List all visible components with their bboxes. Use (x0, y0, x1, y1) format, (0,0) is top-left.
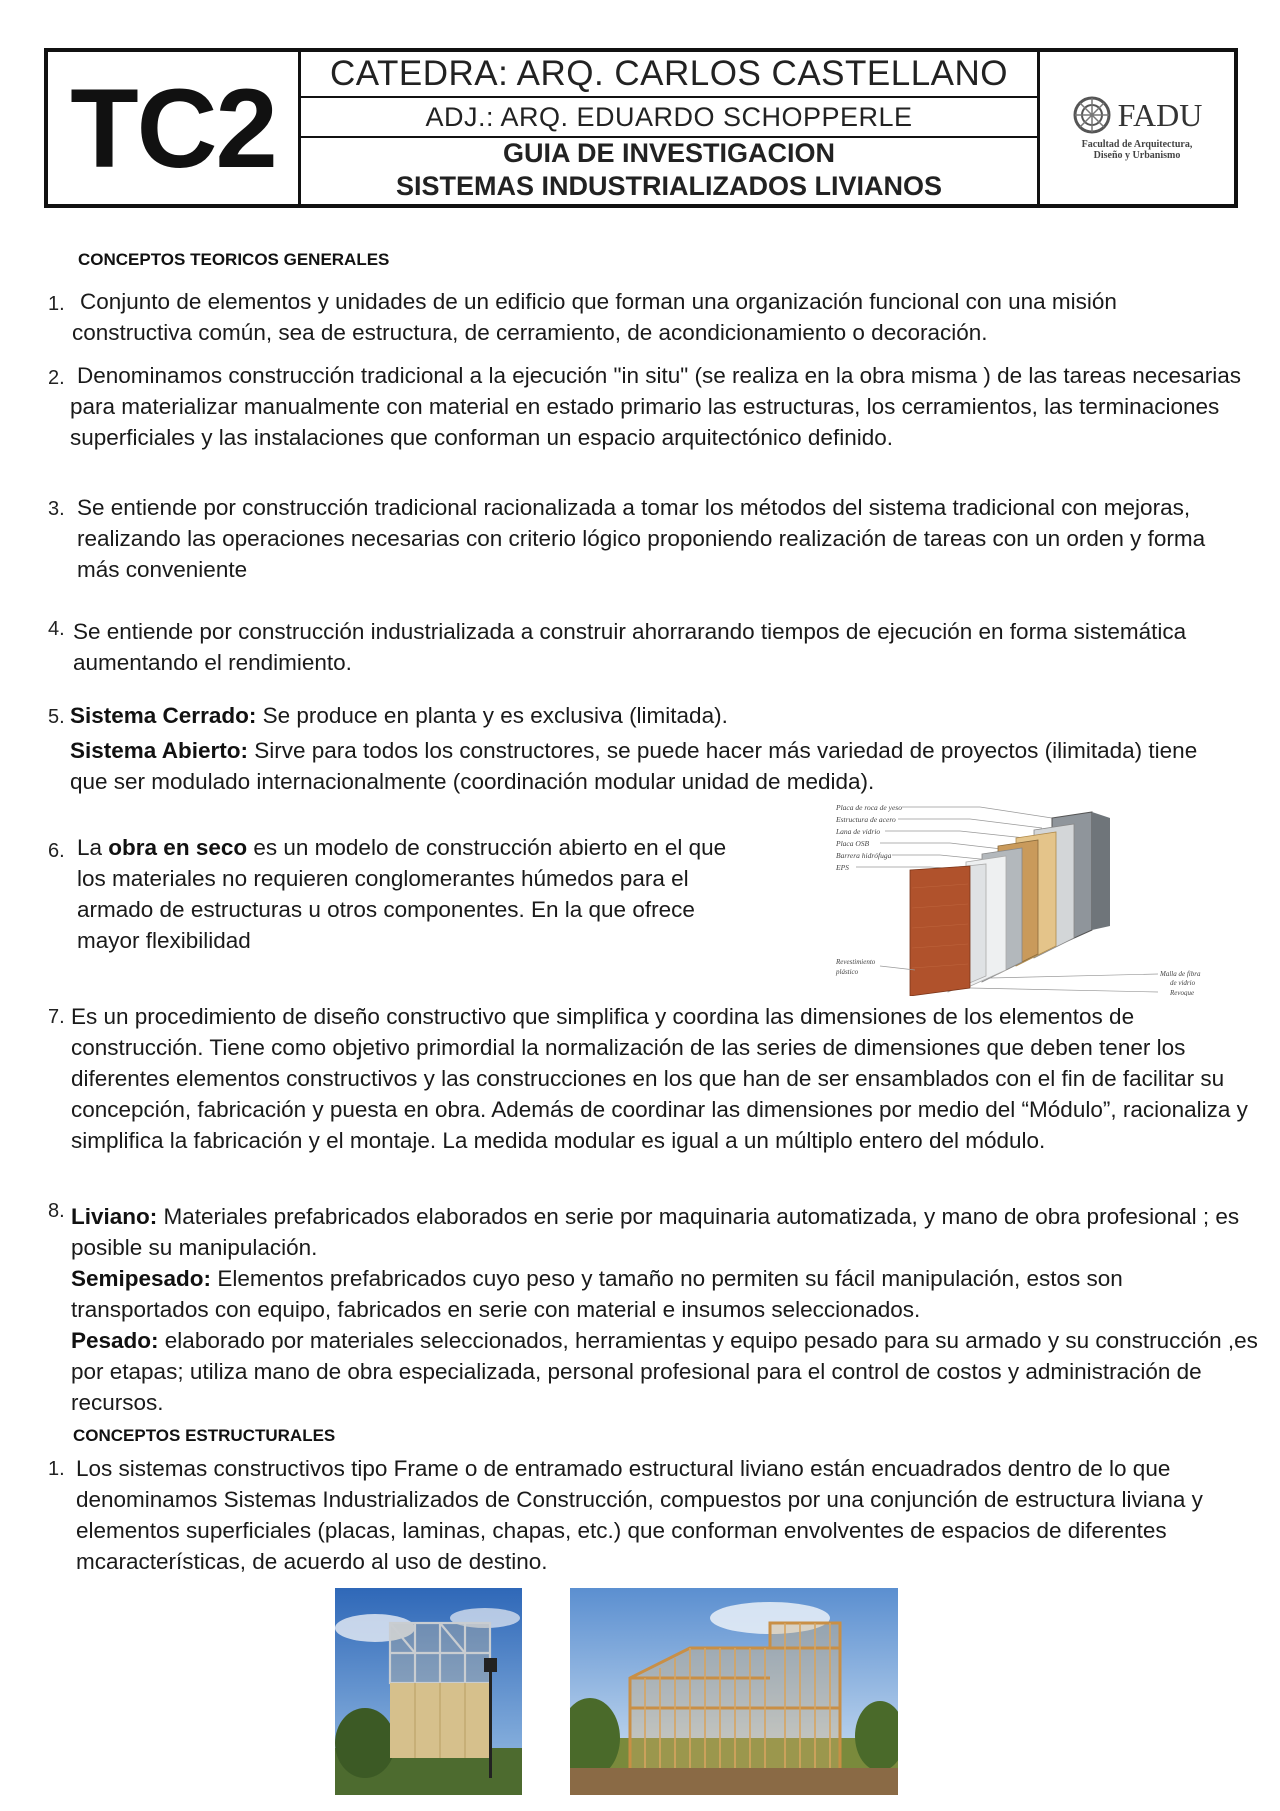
item-text-7: Es un procedimiento de diseño constructivo que simplifica y coordina las dimensiones de los elementos de construcción. Tiene como objetivo primordial la normalización de las series de dimensiones que deben tener los diferentes elementos constructivos y las construcciones en los que han de ser ensamblados con el fin de facilitar su concepción, fabricación y puesta en obra. Además de coordinar las dimensiones por medio del “Módulo”, racionaliza y simplifica la fabricación y el montaje. La medida modular es igual a un múltiplo entero del módulo. (71, 1004, 1248, 1153)
sistema-cerrado-text: Se produce en planta y es exclusiva (limitada). (262, 703, 728, 728)
item-text-2: Denominamos construcción tradicional a la ejecución "in situ" (se realiza en la obra misma ) de las tareas necesarias para materializar manualmente con material en estado primario las estructuras, los cerramientos, las terminaciones superficiales y las instalaciones que conforman un espacio arquitectónico definido. (70, 363, 1242, 450)
item-text-3: Se entiende por construcción tradicional racionalizada a tomar los métodos del sistema tradicional con mejoras, realizando las operaciones necesarias con criterio lógico proponiendo realización de tareas con un orden y forma más conveniente (77, 495, 1206, 582)
liviano-label: Liviano: (71, 1204, 158, 1229)
header-info (301, 52, 1040, 204)
figure-label: Placa de roca de yeso (836, 803, 902, 812)
figure-label: Malla de fibra (1160, 970, 1201, 978)
logo-name: FADU (1117, 96, 1203, 133)
tema-line: SISTEMAS INDUSTRIALIZADOS LIVIANOS (395, 170, 943, 201)
wood-frame-house-photo (570, 1588, 898, 1795)
header-box (44, 48, 1238, 208)
item-number: 3. (48, 498, 65, 520)
liviano-text: Materiales prefabricados elaborados en serie por maquinaria automatizada, y mano de obra profesional ; es posible su manipulación. (71, 1204, 1240, 1260)
item-number: 1. (48, 1458, 65, 1480)
section-title-estructurales: CONCEPTOS ESTRUCTURALES (73, 1426, 336, 1445)
fadu-logo (1040, 52, 1234, 204)
fadu-emblem-icon (1072, 95, 1112, 135)
pesado-text: elaborado por materiales seleccionados, herramientas y equipo pesado para su armado y su construcción ,es por etapas; utiliza mano de obra especializada, personal profesional para el control de costos y administración de recursos. (71, 1328, 1258, 1415)
guia-line: GUIA DE INVESTIGACION (502, 137, 836, 168)
figure-label: plástico (836, 968, 859, 976)
obra-en-seco-term: obra en seco (108, 835, 248, 860)
sistema-abierto-label: Sistema Abierto: (70, 738, 248, 763)
steel-frame-house-photo (335, 1588, 522, 1795)
wall-layers-diagram (820, 798, 1225, 996)
figure-label: Barrera hidrófuga (836, 851, 892, 860)
sistema-cerrado-label: Sistema Cerrado: (70, 703, 257, 728)
semipesado-text: Elementos prefabricados cuyo peso y tamaño no permiten su fácil manipulación, estos son transportados con equipo, fabricados en serie con material e insumos seleccionados. (71, 1266, 1123, 1322)
item-text-8 (71, 1201, 1261, 1418)
item-number: 6. (48, 840, 65, 862)
figure-label: EPS (836, 863, 849, 872)
item-text-4: Se entiende por construcción industrializada a construir ahorrarando tiempos de ejecución en forma sistemática aumentando el rendimiento. (73, 619, 1187, 675)
item-text-5 (70, 700, 1240, 797)
adjunto-line: ADJ.: ARQ. EDUARDO SCHOPPERLE (301, 98, 1037, 138)
figure-label: Placa OSB (836, 839, 870, 848)
course-code: TC2 (48, 52, 301, 204)
item-number: 7. (48, 1006, 65, 1028)
item-number: 5. (48, 706, 65, 728)
section-title-teoricos: CONCEPTOS TEORICOS GENERALES (78, 250, 390, 269)
item-text-6: La obra en seco es un modelo de construcción abierto en el que los materiales no requieren conglomerantes húmedos para el armado de estructuras u otros componentes. En la que ofrece mayor flexibilidad (77, 835, 727, 953)
item-number: 1. (48, 293, 65, 315)
semipesado-label: Semipesado: (71, 1266, 212, 1291)
sistema-abierto-text: Sirve para todos los constructores, se puede hacer más variedad de proyectos (ilimitada) tiene que ser modulado internacionalmente (coordinación modular unidad de medida). (70, 738, 1198, 794)
item-number: 2. (48, 367, 65, 389)
pesado-label: Pesado: (71, 1328, 159, 1353)
figure-label: Estructura de acero (836, 815, 896, 824)
figure-label: Lana de vidrio (836, 827, 881, 836)
logo-subtitle: Facultad de Arquitectura, Diseño y Urbanismo (1081, 139, 1193, 161)
item-text-estructural-1: Los sistemas constructivos tipo Frame o de entramado estructural liviano están encuadrados dentro de lo que denominamos Sistemas Industrializados de Construcción, compuestos por una conjunción de estructura liviana y elementos superficiales (placas, laminas, chapas, etc.) que conforman envolventes de espacios de diferentes mcaracterísticas, de acuerdo al uso de destino. (76, 1456, 1203, 1574)
figure-label: Revestimiento (836, 958, 876, 966)
figure-label: de vidrio (1170, 979, 1196, 987)
item-number: 4. (48, 618, 65, 640)
catedra-line: CATEDRA: ARQ. CARLOS CASTELLANO (301, 52, 1037, 98)
figure-label: Revoque (1170, 989, 1195, 996)
item-text-1: Conjunto de elementos y unidades de un edificio que forman una organización funcional con una misión constructiva común, sea de estructura, de cerramiento, de acondicionamiento o decoración. (72, 289, 1117, 345)
item-number: 8. (48, 1200, 65, 1222)
